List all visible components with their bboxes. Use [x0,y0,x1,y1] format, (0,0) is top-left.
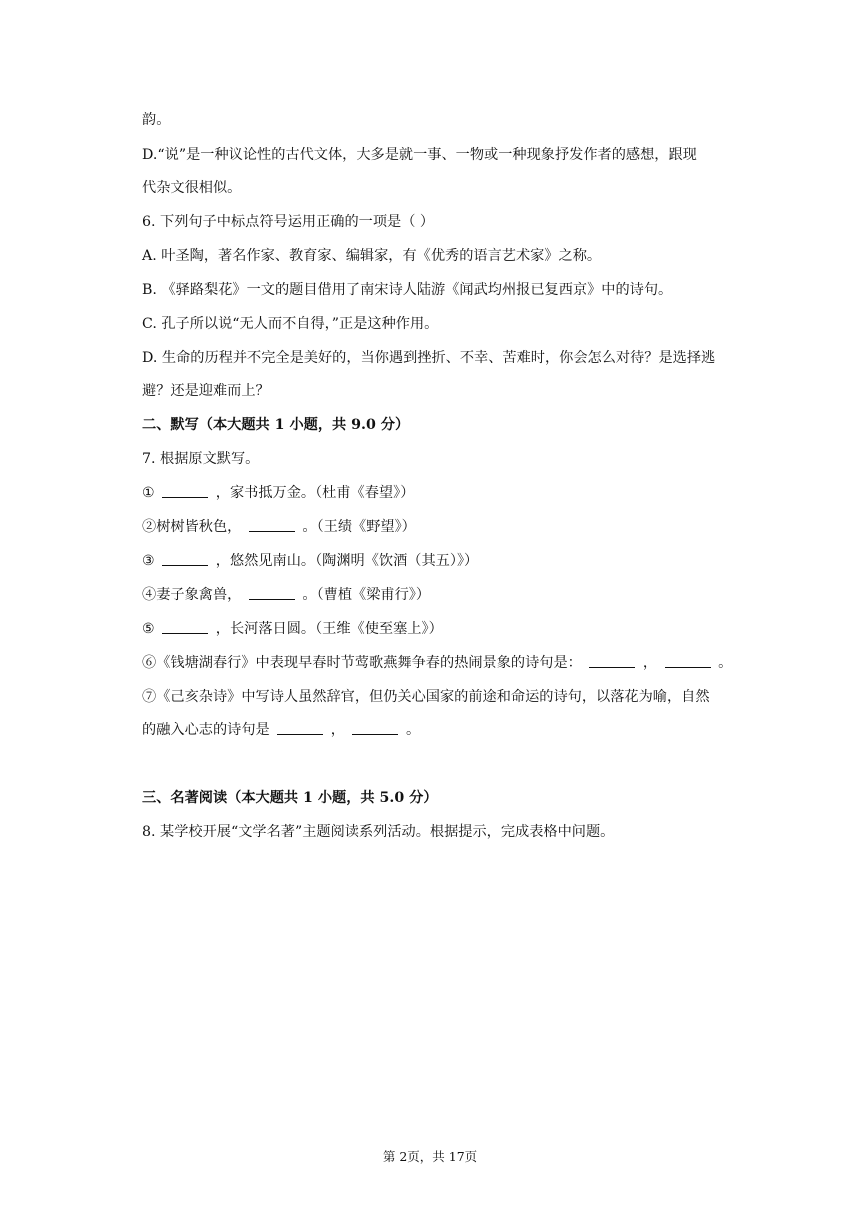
q6-option-d-continuation: 避？还是迎难而上？ [142,383,270,399]
q6-option-c: C. 孔子所以说“无人而不自得，”正是这种作用。 [142,316,439,332]
q7-item-6-comma: ， [642,655,658,671]
answer-blank[interactable] [277,720,323,735]
section-3-heading: 三、名著阅读（本大题共 1 小题，共 5.0 分） [142,790,438,806]
q7-item-5 [142,619,752,639]
q7-item-7-period: 。 [405,722,421,738]
q5-option-d: D.“说”是一种议论性的古代文体，大多是就一事、一物或一种现象抒发作者的感想，跟现 [142,147,697,163]
q7-item-1-text: ，家书抵万金。（杜甫《春望》） [215,485,415,501]
q7-item-3-number: ③ [142,553,155,569]
q7-item-7-text: 的融入心志的诗句是 [142,722,270,738]
q7-item-5-text: ，长河落日圆。（王维《使至塞上》） [215,621,443,637]
q7-item-3 [142,551,752,571]
q7-item-2 [142,517,752,537]
question-6-stem: 6. 下列句子中标点符号运用正确的一项是（ ） [142,214,435,230]
q6-option-a: A. 叶圣陶，著名作家、教育家、编辑家，有《优秀的语言艺术家》之称。 [142,248,602,264]
q7-item-4 [142,585,752,605]
answer-blank[interactable] [352,720,398,735]
q7-item-3-text: ，悠然见南山。（陶渊明《饮酒（其五）》） [215,553,479,569]
q7-item-1-number: ① [142,485,155,501]
q7-item-6-text: ⑥《钱塘湖春行》中表现早春时节莺歌燕舞争春的热闹景象的诗句是： [142,655,582,671]
q6-option-b: B. 《驿路梨花》一文的题目借用了南宋诗人陆游《闻武均州报已复西京》中的诗句。 [142,282,673,298]
question-7-stem: 7. 根据原文默写。 [142,451,260,467]
q7-item-2-text-before: ②树树皆秋色， [142,519,242,535]
option-c-continuation: 韵。 [142,112,171,128]
section-2-heading: 二、默写（本大题共 1 小题，共 9.0 分） [142,417,410,433]
q6-option-d: D. 生命的历程并不完全是美好的，当你遇到挫折、不幸、苦难时，你会怎么对待？是选择逃 [142,350,716,366]
q5-option-d-continuation: 代杂文很相似。 [142,180,242,196]
q7-item-7-continuation [142,720,752,740]
q7-item-7: ⑦《己亥杂诗》中写诗人虽然辞官，但仍关心国家的前途和命运的诗句，以落花为喻，自然 [142,689,710,705]
q7-item-6-period: 。 [718,655,733,671]
q7-item-2-text-after: 。（王绩《野望》） [302,519,416,535]
answer-blank[interactable] [665,653,711,668]
q7-item-5-number: ⑤ [142,621,155,637]
page-number-footer: 第 2页，共 17页 [382,1149,478,1164]
answer-blank[interactable] [162,483,208,498]
q7-item-7-comma: ， [330,722,345,738]
answer-blank[interactable] [162,619,208,634]
q7-item-4-text-before: ④妻子象禽兽， [142,587,242,603]
answer-blank[interactable] [249,585,295,600]
q7-item-1 [142,483,752,503]
q7-item-6 [142,653,752,673]
q7-item-4-text-after: 。（曹植《梁甫行》） [302,587,431,603]
answer-blank[interactable] [589,653,635,668]
question-8-stem: 8. 某学校开展“文学名著”主题阅读系列活动。根据提示，完成表格中问题。 [142,824,615,840]
answer-blank[interactable] [162,551,208,566]
answer-blank[interactable] [249,517,295,532]
